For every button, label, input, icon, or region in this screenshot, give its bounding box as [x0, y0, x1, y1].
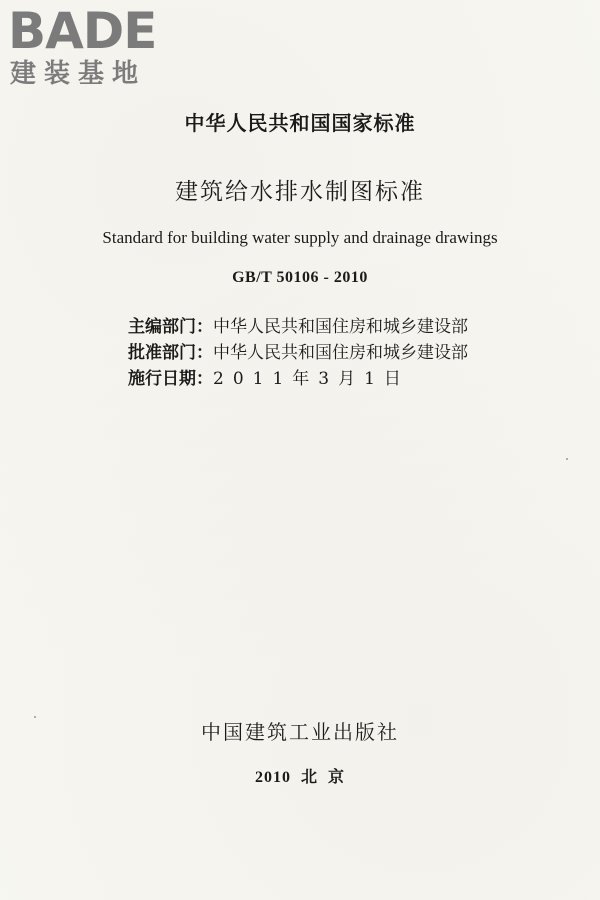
- info-row-chief-editor: [128, 314, 468, 340]
- standard-code: GB/T 50106 - 2010: [232, 269, 368, 286]
- publish-year-place: 2010 北 京: [254, 769, 345, 786]
- info-label: 施行日期：: [128, 369, 213, 389]
- title-chinese: 建筑给水排水制图标准: [175, 179, 425, 205]
- info-row-effective-date: [128, 366, 468, 392]
- info-value: 中华人民共和国住房和城乡建设部: [213, 317, 468, 337]
- bade-logo: [8, 2, 173, 90]
- info-value: 中华人民共和国住房和城乡建设部: [213, 343, 468, 363]
- info-block: [128, 314, 468, 392]
- paper-speck: [34, 716, 36, 718]
- title-english: Standard for building water supply and drainage drawings: [102, 228, 498, 247]
- logo-wordmark: BADE: [8, 2, 157, 60]
- paper-speck: [566, 458, 568, 460]
- info-label: 主编部门：: [128, 317, 213, 337]
- info-label: 批准部门：: [128, 343, 213, 363]
- logo-subtitle: 建装基地: [10, 59, 147, 89]
- info-value: 2011年3月1日: [213, 369, 410, 389]
- info-row-approver: [128, 340, 468, 366]
- publisher: 中国建筑工业出版社: [201, 720, 399, 744]
- standard-type-heading: 中华人民共和国国家标准: [184, 111, 416, 135]
